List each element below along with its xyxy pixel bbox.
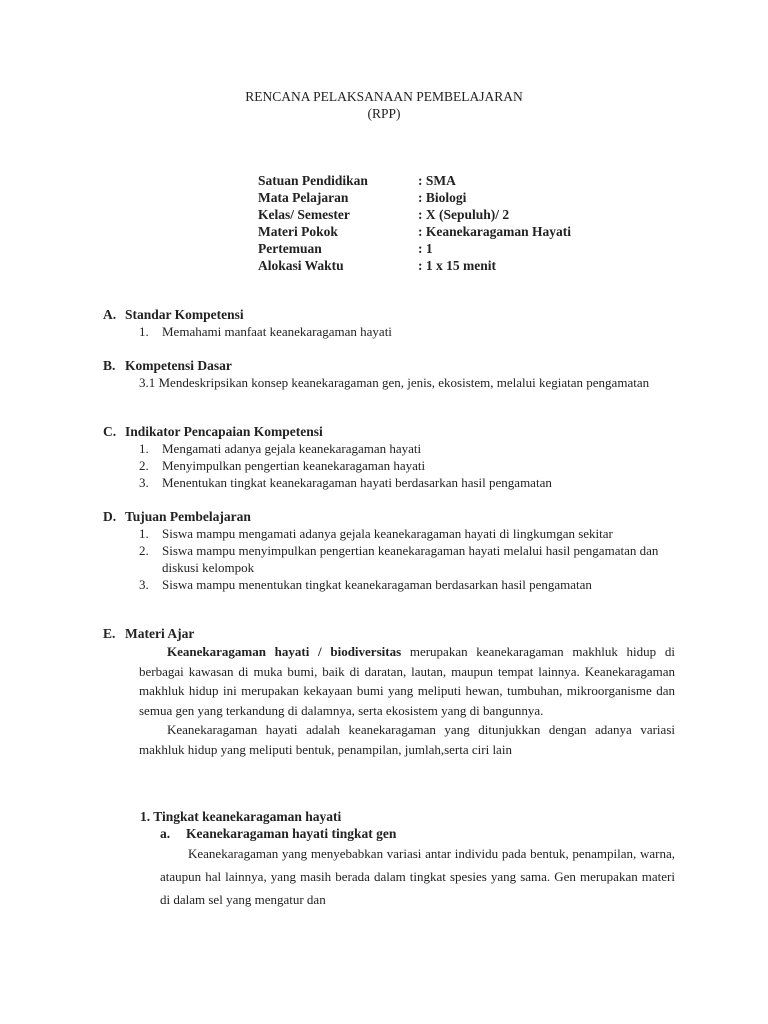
subsubsection-paragraph: Keanekaragaman yang menyebabkan variasi antar individu pada bentuk, penampilan, warna, ataupun hal lainnya, yang masih berada dalam tingkat spesies yang sama. Gen merupakan materi di dalam sel yang mengatur dan (160, 846, 675, 907)
section-title: Standar Kompetensi (125, 307, 244, 322)
identity-value: : 1 (418, 241, 433, 256)
materi-term: Keanekaragaman hayati / biodiversitas (167, 644, 402, 659)
identity-row (258, 189, 571, 206)
list-number: 3. (139, 577, 149, 592)
section-text: 3.1 Mendeskripsikan konsep keanekaragaman gen, jenis, ekosistem, melalui kegiatan pengamatan (139, 375, 650, 390)
materi-paragraph (103, 642, 675, 720)
section-heading (103, 357, 675, 374)
list-text: Memahami manfaat keanekaragaman hayati (162, 324, 392, 339)
section-letter: D. (103, 509, 117, 524)
list-text: Siswa mampu mengamati adanya gejala keanekaragaman hayati di lingkumgan sekitar (162, 526, 613, 541)
section-heading (103, 423, 675, 440)
list-text: Menyimpulkan pengertian keanekaragaman hayati (162, 458, 426, 473)
section-list (103, 323, 675, 340)
identity-table (258, 172, 571, 274)
subsubsection-letter: a. (160, 826, 171, 841)
section-list (103, 440, 675, 491)
document-subtitle: (RPP) (367, 106, 401, 121)
list-item (103, 576, 675, 593)
identity-value: : 1 x 15 menit (418, 258, 496, 273)
identity-value: : SMA (418, 173, 456, 188)
section-heading (103, 306, 675, 323)
list-text: Menentukan tingkat keanekaragaman hayati berdasarkan hasil pengamatan (162, 475, 552, 490)
list-item (103, 542, 675, 576)
section-letter: C. (103, 424, 117, 439)
section-list (103, 525, 675, 593)
identity-label: Kelas/ Semester (258, 207, 350, 222)
identity-row (258, 223, 571, 240)
list-number: 3. (139, 475, 149, 490)
list-item (103, 440, 675, 457)
section-standar-kompetensi (103, 306, 675, 340)
list-text: Siswa mampu menyimpulkan pengertian keanekaragaman hayati melalui hasil pengamatan dan diskusi kelompok (162, 543, 659, 575)
section-materi-ajar (103, 625, 675, 759)
subsubsection-heading (160, 825, 396, 842)
subsection-heading: 1. Tingkat keanekaragaman hayati (140, 809, 342, 824)
list-item (103, 525, 675, 542)
identity-row (258, 172, 571, 189)
section-heading (103, 508, 675, 525)
identity-label: Mata Pelajaran (258, 190, 349, 205)
section-indikator (103, 423, 675, 491)
list-number: 2. (139, 543, 149, 558)
identity-label: Materi Pokok (258, 224, 338, 239)
document-title: RENCANA PELAKSANAAN PEMBELAJARAN (245, 89, 523, 104)
identity-label: Satuan Pendidikan (258, 173, 368, 188)
list-text: Mengamati adanya gejala keanekaragaman hayati (162, 441, 422, 456)
section-title: Kompetensi Dasar (125, 358, 232, 373)
list-number: 2. (139, 458, 149, 473)
list-item (103, 323, 675, 340)
identity-row (258, 240, 571, 257)
materi-paragraph-2: Keanekaragaman hayati adalah keanekaragaman yang ditunjukkan dengan adanya variasi makhluk hidup yang meliputi bentuk, penampilan, jumlah,serta ciri lain (139, 722, 675, 757)
list-number: 1. (139, 441, 149, 456)
section-kompetensi-dasar (103, 357, 675, 391)
list-number: 1. (139, 526, 149, 541)
materi-paragraph-text: merupakan keanekaragaman makhluk hidup di berbagai kawasan di muka bumi, baik di daratan, lautan, maupun tempat lainnya. Keanekaragaman makhluk hidup ini merupakan kekayaan bumi yang meliputi hewan, tumbuhan, mikroorganisme dan semua gen yang terkandung di dalamnya, serta ekosistem yang di bangunnya. (139, 644, 675, 718)
identity-value: : Keanekaragaman Hayati (418, 224, 571, 239)
section-letter: B. (103, 358, 116, 373)
list-item (103, 474, 675, 491)
subsubsection-title: Keanekaragaman hayati tingkat gen (186, 826, 397, 841)
section-tujuan (103, 508, 675, 593)
identity-row (258, 206, 571, 223)
section-heading (103, 625, 675, 642)
identity-row (258, 257, 571, 274)
section-title: Tujuan Pembelajaran (125, 509, 251, 524)
list-item (103, 457, 675, 474)
list-number: 1. (139, 324, 149, 339)
section-title: Materi Ajar (125, 626, 195, 641)
section-letter: A. (103, 307, 117, 322)
identity-value: : Biologi (418, 190, 467, 205)
identity-label: Alokasi Waktu (258, 258, 344, 273)
section-title: Indikator Pencapaian Kompetensi (125, 424, 323, 439)
identity-value: : X (Sepuluh)/ 2 (418, 207, 510, 222)
list-text: Siswa mampu menentukan tingkat keanekaragaman berdasarkan hasil pengamatan (162, 577, 592, 592)
section-letter: E. (103, 626, 116, 641)
identity-label: Pertemuan (258, 241, 322, 256)
